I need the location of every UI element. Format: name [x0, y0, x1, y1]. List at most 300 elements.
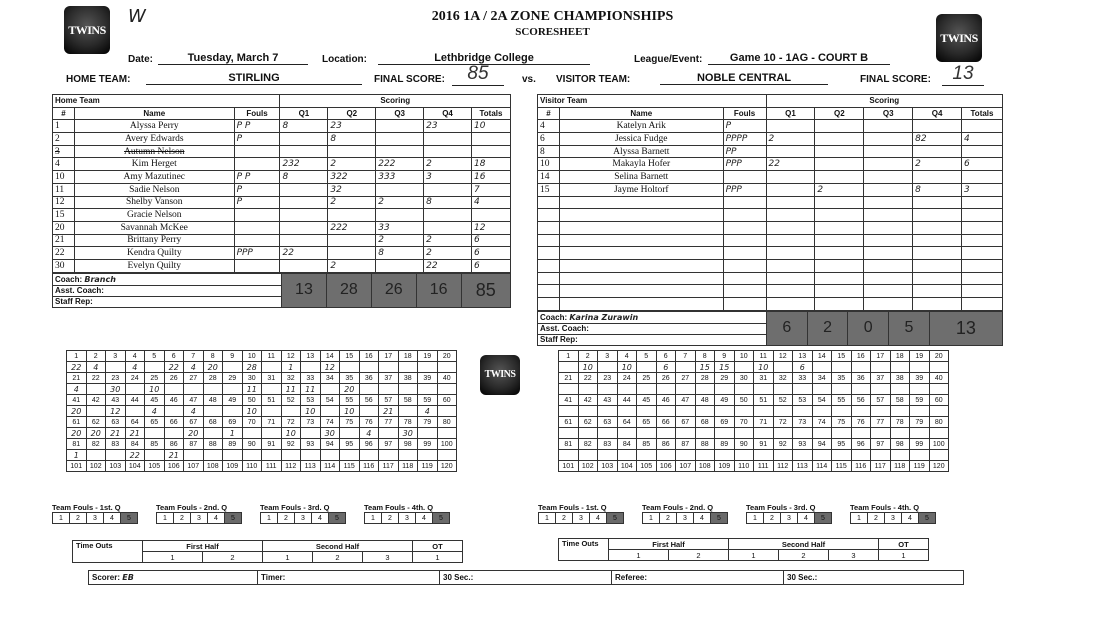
running-score-entry[interactable] [145, 450, 165, 461]
running-score-entry[interactable] [851, 450, 871, 461]
running-score-point[interactable]: 81 [67, 439, 87, 450]
running-score-entry[interactable] [676, 450, 696, 461]
running-score-point[interactable]: 36 [851, 373, 871, 384]
running-score-point[interactable]: 39 [418, 373, 438, 384]
running-score-entry[interactable] [910, 428, 930, 439]
running-score-point[interactable]: 7 [676, 351, 696, 362]
running-score-entry[interactable] [637, 428, 657, 439]
running-score-entry[interactable] [734, 384, 754, 395]
running-score-point[interactable]: 90 [242, 439, 262, 450]
running-score-point[interactable]: 119 [418, 461, 438, 472]
team-foul-box[interactable]: 5 [121, 513, 138, 524]
running-score-entry[interactable] [676, 362, 696, 373]
running-score-entry[interactable] [890, 362, 910, 373]
running-score-point[interactable]: 69 [223, 417, 243, 428]
running-score-point[interactable]: 76 [851, 417, 871, 428]
running-score-point[interactable]: 19 [910, 351, 930, 362]
team-foul-box[interactable]: 5 [919, 513, 936, 524]
running-score-entry[interactable] [262, 362, 282, 373]
running-score-entry[interactable] [125, 406, 145, 417]
running-score-point[interactable]: 54 [320, 395, 340, 406]
running-score-entry[interactable] [223, 384, 243, 395]
running-score-point[interactable]: 45 [637, 395, 657, 406]
running-score-point[interactable]: 8 [203, 351, 223, 362]
running-score-entry[interactable] [890, 406, 910, 417]
running-score-point[interactable]: 30 [242, 373, 262, 384]
running-score-point[interactable]: 42 [86, 395, 106, 406]
running-score-point[interactable]: 32 [773, 373, 793, 384]
running-score-point[interactable]: 1 [67, 351, 87, 362]
team-foul-box[interactable]: 4 [416, 513, 433, 524]
running-score-point[interactable]: 62 [86, 417, 106, 428]
running-score-entry[interactable] [320, 450, 340, 461]
running-score-entry[interactable] [734, 450, 754, 461]
running-score-entry[interactable] [301, 362, 321, 373]
running-score-entry[interactable]: 21 [125, 428, 145, 439]
running-score-point[interactable]: 119 [910, 461, 930, 472]
running-score-entry[interactable] [754, 428, 774, 439]
running-score-entry[interactable]: 10 [340, 406, 360, 417]
running-score-entry[interactable]: 20 [67, 406, 87, 417]
running-score-point[interactable]: 81 [559, 439, 579, 450]
running-score-point[interactable]: 73 [301, 417, 321, 428]
running-score-entry[interactable]: 20 [67, 428, 87, 439]
running-score-point[interactable]: 69 [715, 417, 735, 428]
team-foul-box[interactable]: 4 [590, 513, 607, 524]
team-foul-box[interactable]: 3 [87, 513, 104, 524]
team-foul-box[interactable]: 5 [433, 513, 450, 524]
running-score-entry[interactable] [598, 384, 618, 395]
running-score-point[interactable]: 120 [437, 461, 457, 472]
running-score-point[interactable]: 64 [125, 417, 145, 428]
running-score-point[interactable]: 99 [418, 439, 438, 450]
running-score-entry[interactable] [617, 428, 637, 439]
team-foul-box[interactable]: 1 [643, 513, 660, 524]
running-score-point[interactable]: 61 [559, 417, 579, 428]
running-score-entry[interactable] [617, 384, 637, 395]
running-score-point[interactable]: 102 [578, 461, 598, 472]
running-score-entry[interactable] [910, 406, 930, 417]
running-score-point[interactable]: 72 [773, 417, 793, 428]
running-score-entry[interactable] [262, 406, 282, 417]
running-score-point[interactable]: 117 [379, 461, 399, 472]
running-score-entry[interactable] [398, 406, 418, 417]
running-score-point[interactable]: 105 [637, 461, 657, 472]
running-score-entry[interactable] [242, 428, 262, 439]
running-score-point[interactable]: 58 [398, 395, 418, 406]
running-score-point[interactable]: 98 [398, 439, 418, 450]
running-score-point[interactable]: 30 [734, 373, 754, 384]
running-score-point[interactable]: 47 [676, 395, 696, 406]
team-foul-box[interactable]: 3 [781, 513, 798, 524]
running-score-entry[interactable]: 10 [754, 362, 774, 373]
running-score-point[interactable]: 77 [379, 417, 399, 428]
team-foul-box[interactable]: 5 [711, 513, 728, 524]
running-score-point[interactable]: 53 [793, 395, 813, 406]
running-score-point[interactable]: 106 [656, 461, 676, 472]
running-score-entry[interactable] [656, 406, 676, 417]
running-score-point[interactable]: 84 [617, 439, 637, 450]
timeout-box[interactable]: 2 [203, 552, 263, 563]
running-score-entry[interactable]: 11 [301, 384, 321, 395]
running-score-entry[interactable] [559, 362, 579, 373]
running-score-point[interactable]: 57 [379, 395, 399, 406]
running-score-point[interactable]: 24 [125, 373, 145, 384]
running-score-entry[interactable] [203, 406, 223, 417]
running-score-entry[interactable] [418, 450, 438, 461]
running-score-entry[interactable] [754, 384, 774, 395]
running-score-entry[interactable] [340, 450, 360, 461]
running-score-point[interactable]: 48 [203, 395, 223, 406]
running-score-entry[interactable] [437, 362, 457, 373]
running-score-entry[interactable]: 4 [359, 428, 379, 439]
running-score-point[interactable]: 5 [637, 351, 657, 362]
running-score-entry[interactable] [695, 428, 715, 439]
running-score-point[interactable]: 89 [715, 439, 735, 450]
running-score-point[interactable]: 115 [832, 461, 852, 472]
running-score-entry[interactable]: 28 [242, 362, 262, 373]
running-score-point[interactable]: 45 [145, 395, 165, 406]
running-score-point[interactable]: 33 [793, 373, 813, 384]
running-score-entry[interactable] [262, 428, 282, 439]
running-score-entry[interactable] [106, 450, 126, 461]
running-score-point[interactable]: 107 [184, 461, 204, 472]
team-foul-box[interactable]: 1 [365, 513, 382, 524]
team-foul-box[interactable]: 2 [382, 513, 399, 524]
running-score-point[interactable]: 14 [812, 351, 832, 362]
running-score-point[interactable]: 60 [929, 395, 949, 406]
running-score-point[interactable]: 76 [359, 417, 379, 428]
running-score-entry[interactable] [184, 450, 204, 461]
timeout-box[interactable]: 1 [609, 550, 669, 561]
running-score-point[interactable]: 49 [223, 395, 243, 406]
running-score-point[interactable]: 21 [559, 373, 579, 384]
running-score-point[interactable]: 111 [754, 461, 774, 472]
running-score-point[interactable]: 116 [359, 461, 379, 472]
team-foul-box[interactable]: 4 [104, 513, 121, 524]
running-score-point[interactable]: 33 [301, 373, 321, 384]
running-score-point[interactable]: 109 [715, 461, 735, 472]
running-score-entry[interactable] [890, 450, 910, 461]
running-score-point[interactable]: 59 [418, 395, 438, 406]
running-score-point[interactable]: 36 [359, 373, 379, 384]
running-score-entry[interactable] [695, 450, 715, 461]
team-foul-box[interactable]: 5 [815, 513, 832, 524]
running-score-point[interactable]: 92 [773, 439, 793, 450]
running-score-point[interactable]: 9 [223, 351, 243, 362]
running-score-point[interactable]: 100 [437, 439, 457, 450]
running-score-point[interactable]: 64 [617, 417, 637, 428]
running-score-point[interactable]: 55 [340, 395, 360, 406]
running-score-entry[interactable] [851, 406, 871, 417]
team-foul-box[interactable]: 1 [157, 513, 174, 524]
running-score-entry[interactable]: 22 [164, 362, 184, 373]
running-score-point[interactable]: 105 [145, 461, 165, 472]
running-score-entry[interactable]: 6 [793, 362, 813, 373]
timeout-box[interactable]: 2 [313, 552, 363, 563]
team-foul-box[interactable]: 4 [694, 513, 711, 524]
running-score-point[interactable]: 102 [86, 461, 106, 472]
running-score-point[interactable]: 40 [437, 373, 457, 384]
running-score-point[interactable]: 18 [890, 351, 910, 362]
running-score-entry[interactable]: 20 [184, 428, 204, 439]
running-score-point[interactable]: 26 [164, 373, 184, 384]
running-score-entry[interactable] [379, 362, 399, 373]
running-score-point[interactable]: 95 [832, 439, 852, 450]
running-score-entry[interactable] [773, 450, 793, 461]
running-score-point[interactable]: 87 [184, 439, 204, 450]
running-score-entry[interactable] [359, 450, 379, 461]
running-score-entry[interactable] [871, 428, 891, 439]
running-score-point[interactable]: 3 [106, 351, 126, 362]
running-score-point[interactable]: 37 [871, 373, 891, 384]
running-score-entry[interactable] [437, 450, 457, 461]
running-score-entry[interactable]: 20 [203, 362, 223, 373]
running-score-point[interactable]: 68 [695, 417, 715, 428]
running-score-point[interactable]: 70 [734, 417, 754, 428]
running-score-entry[interactable] [812, 384, 832, 395]
running-score-point[interactable]: 104 [125, 461, 145, 472]
running-score-point[interactable]: 65 [637, 417, 657, 428]
running-score-entry[interactable]: 4 [184, 362, 204, 373]
running-score-point[interactable]: 27 [184, 373, 204, 384]
running-score-entry[interactable] [715, 384, 735, 395]
running-score-point[interactable]: 93 [301, 439, 321, 450]
running-score-entry[interactable] [910, 362, 930, 373]
running-score-entry[interactable] [145, 428, 165, 439]
running-score-point[interactable]: 84 [125, 439, 145, 450]
running-score-point[interactable]: 118 [398, 461, 418, 472]
running-score-point[interactable]: 41 [67, 395, 87, 406]
running-score-entry[interactable] [793, 428, 813, 439]
running-score-entry[interactable] [598, 450, 618, 461]
running-score-entry[interactable] [301, 450, 321, 461]
running-score-entry[interactable]: 4 [184, 406, 204, 417]
running-score-point[interactable]: 83 [106, 439, 126, 450]
running-score-point[interactable]: 34 [320, 373, 340, 384]
running-score-entry[interactable]: 10 [301, 406, 321, 417]
running-score-point[interactable]: 118 [890, 461, 910, 472]
running-score-point[interactable]: 117 [871, 461, 891, 472]
running-score-point[interactable]: 71 [754, 417, 774, 428]
running-score-point[interactable]: 67 [184, 417, 204, 428]
running-score-point[interactable]: 60 [437, 395, 457, 406]
running-score-entry[interactable] [437, 384, 457, 395]
running-score-point[interactable]: 104 [617, 461, 637, 472]
running-score-entry[interactable] [715, 428, 735, 439]
running-score-entry[interactable]: 6 [656, 362, 676, 373]
running-score-entry[interactable]: 12 [106, 406, 126, 417]
running-score-entry[interactable] [125, 384, 145, 395]
running-score-entry[interactable] [871, 406, 891, 417]
running-score-entry[interactable]: 21 [106, 428, 126, 439]
running-score-point[interactable]: 63 [598, 417, 618, 428]
running-score-entry[interactable] [715, 450, 735, 461]
running-score-entry[interactable] [832, 406, 852, 417]
running-score-point[interactable]: 88 [203, 439, 223, 450]
running-score-entry[interactable] [676, 406, 696, 417]
running-score-point[interactable]: 91 [262, 439, 282, 450]
running-score-point[interactable]: 4 [617, 351, 637, 362]
running-score-entry[interactable]: 4 [418, 406, 438, 417]
running-score-entry[interactable]: 10 [281, 428, 301, 439]
team-foul-box[interactable]: 5 [329, 513, 346, 524]
running-score-point[interactable]: 32 [281, 373, 301, 384]
running-score-entry[interactable] [262, 384, 282, 395]
running-score-entry[interactable] [793, 384, 813, 395]
running-score-point[interactable]: 41 [559, 395, 579, 406]
running-score-entry[interactable] [734, 362, 754, 373]
running-score-point[interactable]: 3 [598, 351, 618, 362]
running-score-entry[interactable] [203, 428, 223, 439]
running-score-point[interactable]: 115 [340, 461, 360, 472]
running-score-point[interactable]: 75 [832, 417, 852, 428]
running-score-point[interactable]: 96 [851, 439, 871, 450]
running-score-point[interactable]: 12 [281, 351, 301, 362]
running-score-entry[interactable] [559, 406, 579, 417]
running-score-point[interactable]: 113 [301, 461, 321, 472]
running-score-point[interactable]: 86 [656, 439, 676, 450]
running-score-entry[interactable] [695, 406, 715, 417]
running-score-entry[interactable] [598, 428, 618, 439]
running-score-point[interactable]: 107 [676, 461, 696, 472]
running-score-point[interactable]: 25 [637, 373, 657, 384]
running-score-point[interactable]: 82 [86, 439, 106, 450]
running-score-point[interactable]: 111 [262, 461, 282, 472]
running-score-point[interactable]: 35 [832, 373, 852, 384]
running-score-entry[interactable]: 1 [223, 428, 243, 439]
timeout-box[interactable]: 1 [729, 550, 779, 561]
running-score-entry[interactable] [812, 406, 832, 417]
running-score-point[interactable]: 49 [715, 395, 735, 406]
running-score-entry[interactable] [223, 362, 243, 373]
running-score-entry[interactable] [598, 406, 618, 417]
running-score-entry[interactable]: 21 [164, 450, 184, 461]
running-score-entry[interactable] [398, 362, 418, 373]
running-score-point[interactable]: 94 [812, 439, 832, 450]
running-score-point[interactable]: 66 [164, 417, 184, 428]
running-score-entry[interactable] [86, 406, 106, 417]
running-score-entry[interactable] [559, 384, 579, 395]
running-score-point[interactable]: 89 [223, 439, 243, 450]
running-score-point[interactable]: 90 [734, 439, 754, 450]
running-score-entry[interactable]: 11 [242, 384, 262, 395]
running-score-point[interactable]: 43 [106, 395, 126, 406]
running-score-entry[interactable]: 4 [86, 362, 106, 373]
running-score-point[interactable]: 2 [578, 351, 598, 362]
running-score-entry[interactable] [418, 384, 438, 395]
running-score-entry[interactable] [734, 406, 754, 417]
running-score-point[interactable]: 78 [398, 417, 418, 428]
running-score-point[interactable]: 101 [559, 461, 579, 472]
running-score-entry[interactable] [715, 406, 735, 417]
team-foul-box[interactable]: 2 [174, 513, 191, 524]
running-score-entry[interactable] [890, 428, 910, 439]
running-score-point[interactable]: 68 [203, 417, 223, 428]
running-score-entry[interactable] [871, 362, 891, 373]
running-score-point[interactable]: 18 [398, 351, 418, 362]
running-score-point[interactable]: 54 [812, 395, 832, 406]
running-score-entry[interactable] [656, 384, 676, 395]
running-score-entry[interactable]: 4 [145, 406, 165, 417]
running-score-entry[interactable] [184, 384, 204, 395]
running-score-point[interactable]: 31 [262, 373, 282, 384]
running-score-entry[interactable] [340, 428, 360, 439]
timeout-box[interactable]: 3 [363, 552, 413, 563]
running-score-entry[interactable] [281, 406, 301, 417]
running-score-point[interactable]: 87 [676, 439, 696, 450]
running-score-entry[interactable] [223, 406, 243, 417]
running-score-entry[interactable] [851, 428, 871, 439]
running-score-entry[interactable] [929, 406, 949, 417]
running-score-point[interactable]: 22 [578, 373, 598, 384]
team-foul-box[interactable]: 2 [764, 513, 781, 524]
timeout-box[interactable]: 1 [879, 550, 929, 561]
running-score-entry[interactable] [637, 450, 657, 461]
running-score-point[interactable]: 73 [793, 417, 813, 428]
running-score-point[interactable]: 44 [617, 395, 637, 406]
running-score-point[interactable]: 91 [754, 439, 774, 450]
running-score-point[interactable]: 97 [871, 439, 891, 450]
running-score-entry[interactable] [832, 362, 852, 373]
running-score-point[interactable]: 25 [145, 373, 165, 384]
running-score-entry[interactable]: 10 [617, 362, 637, 373]
running-score-entry[interactable] [773, 384, 793, 395]
running-score-entry[interactable] [86, 450, 106, 461]
running-score-entry[interactable] [145, 362, 165, 373]
running-score-point[interactable]: 110 [734, 461, 754, 472]
running-score-entry[interactable] [812, 428, 832, 439]
running-score-point[interactable]: 85 [637, 439, 657, 450]
team-foul-box[interactable]: 4 [798, 513, 815, 524]
running-score-point[interactable]: 46 [164, 395, 184, 406]
running-score-point[interactable]: 48 [695, 395, 715, 406]
running-score-entry[interactable] [773, 406, 793, 417]
running-score-entry[interactable] [320, 384, 340, 395]
running-score-entry[interactable] [559, 450, 579, 461]
running-score-entry[interactable] [637, 384, 657, 395]
running-score-point[interactable]: 29 [223, 373, 243, 384]
timeout-box[interactable]: 1 [413, 552, 463, 563]
running-score-entry[interactable] [437, 428, 457, 439]
running-score-point[interactable]: 29 [715, 373, 735, 384]
running-score-point[interactable]: 10 [242, 351, 262, 362]
running-score-point[interactable]: 4 [125, 351, 145, 362]
running-score-point[interactable]: 44 [125, 395, 145, 406]
running-score-entry[interactable] [637, 362, 657, 373]
running-score-point[interactable]: 112 [773, 461, 793, 472]
running-score-entry[interactable] [598, 362, 618, 373]
running-score-point[interactable]: 20 [437, 351, 457, 362]
running-score-entry[interactable]: 22 [67, 362, 87, 373]
team-foul-box[interactable]: 1 [261, 513, 278, 524]
running-score-entry[interactable] [242, 450, 262, 461]
running-score-point[interactable]: 51 [754, 395, 774, 406]
running-score-point[interactable]: 93 [793, 439, 813, 450]
running-score-point[interactable]: 43 [598, 395, 618, 406]
running-score-point[interactable]: 67 [676, 417, 696, 428]
running-score-entry[interactable]: 15 [695, 362, 715, 373]
team-foul-box[interactable]: 3 [191, 513, 208, 524]
running-score-entry[interactable]: 4 [125, 362, 145, 373]
team-foul-box[interactable]: 2 [660, 513, 677, 524]
running-score-point[interactable]: 9 [715, 351, 735, 362]
running-score-point[interactable]: 34 [812, 373, 832, 384]
running-score-entry[interactable]: 1 [281, 362, 301, 373]
running-score-point[interactable]: 42 [578, 395, 598, 406]
running-score-point[interactable]: 15 [340, 351, 360, 362]
running-score-point[interactable]: 99 [910, 439, 930, 450]
